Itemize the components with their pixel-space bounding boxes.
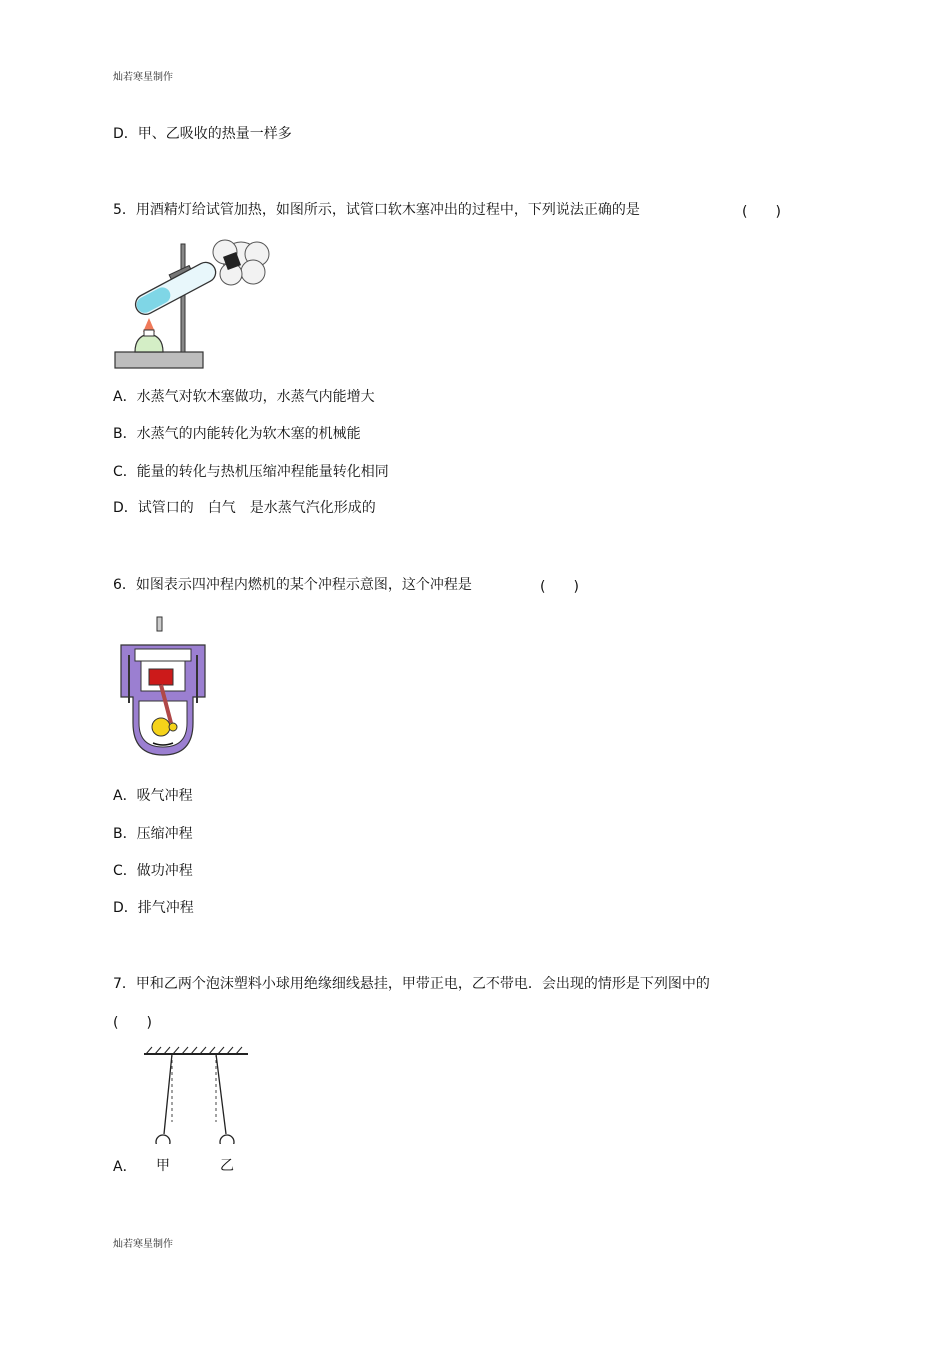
stand-rod (181, 244, 185, 352)
q7-answer-paren: ( ) (113, 1015, 152, 1031)
engine-stroke-figure (113, 615, 213, 761)
alcohol-lamp (135, 334, 163, 352)
ceiling-hatch (146, 1047, 242, 1054)
q6-stem: 6．如图表示四冲程内燃机的某个冲程示意图，这个冲程是 (113, 577, 472, 593)
ball-label-yi: 乙 (220, 1158, 234, 1174)
q6-option-c: C．做功冲程 (113, 863, 193, 879)
spark-plug (157, 617, 162, 631)
q5-option-b: B．水蒸气的内能转化为软木塞的机械能 (113, 426, 361, 442)
q7-stem: 7．甲和乙两个泡沫塑料小球用绝缘细线悬挂，甲带正电，乙不带电．会出现的情形是下列图中的 (113, 976, 710, 992)
ball-label-jia: 甲 (156, 1158, 170, 1174)
hanging-balls-figure-a (140, 1044, 252, 1144)
piston (149, 669, 173, 685)
crankshaft (152, 718, 170, 736)
thread-jia (164, 1054, 172, 1134)
q6-option-a: A．吸气冲程 (113, 788, 193, 804)
stand-base (115, 352, 203, 368)
test-tube-heating-figure (113, 232, 273, 374)
page-footer: 灿若寒星制作 (113, 1239, 173, 1250)
thread-yi (216, 1054, 226, 1134)
cylinder-chamber (135, 649, 191, 661)
q5-option-c: C．能量的转化与热机压缩冲程能量转化相同 (113, 464, 389, 480)
q5-option-a: A．水蒸气对软木塞做功，水蒸气内能增大 (113, 389, 375, 405)
q5-stem: 5．用酒精灯给试管加热，如图所示，试管口软木塞冲出的过程中，下列说法正确的是 (113, 202, 640, 218)
q6-option-d: D．排气冲程 (113, 900, 194, 916)
q6-answer-paren: ( ) (540, 579, 579, 595)
test-tube (132, 259, 219, 318)
ball-jia (156, 1135, 170, 1144)
q6-option-b: B．压缩冲程 (113, 826, 193, 842)
steam-cloud (213, 240, 269, 285)
page-header: 灿若寒星制作 (113, 72, 173, 83)
q7-option-a-label: A． (113, 1159, 137, 1175)
q5-option-d: D．试管口的 白气 是水蒸气汽化形成的 (113, 500, 376, 516)
q4-option-d: D．甲、乙吸收的热量一样多 (113, 126, 292, 142)
ball-yi (220, 1135, 234, 1144)
q5-answer-paren: ( ) (742, 204, 781, 220)
